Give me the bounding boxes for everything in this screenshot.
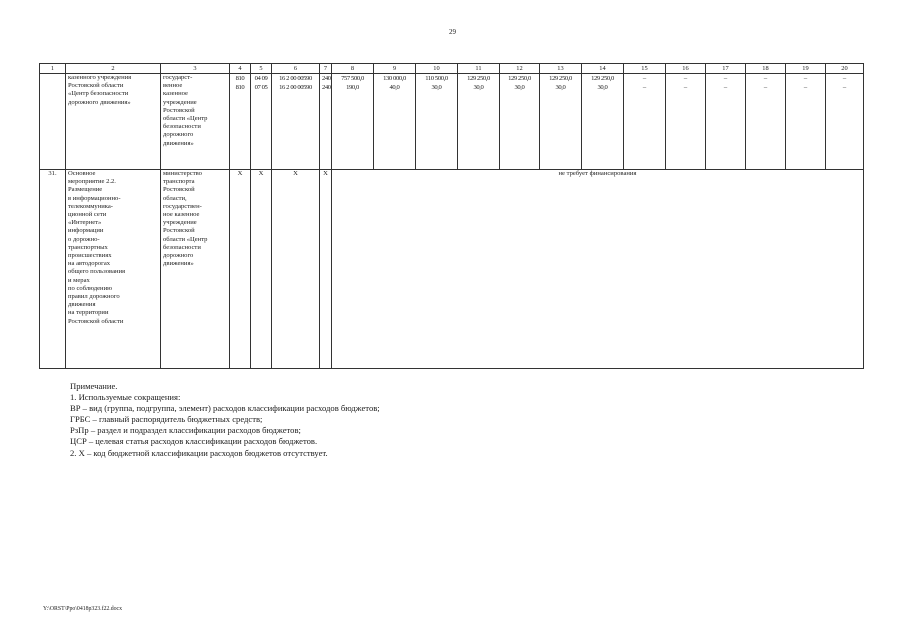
csr-value: 16 2 00 00590 — [279, 75, 312, 82]
vr-cell: Х — [320, 170, 332, 369]
year-amount-cell — [666, 74, 706, 170]
table-row — [40, 74, 864, 170]
header-cell: 3 — [161, 64, 230, 74]
note-line: ГРБС – главный распорядитель бюджетных средств; — [70, 414, 263, 425]
amount-value: 30,0 — [597, 84, 608, 91]
header-cell: 20 — [826, 64, 864, 74]
header-cell: 16 — [666, 64, 706, 74]
amount-value: 30,0 — [555, 84, 566, 91]
amount-value: 190,0 — [346, 84, 359, 91]
row-name-cell: казенного учреждения Ростовской области «Центр безопасности дорожного движения» — [66, 74, 161, 170]
year-amount-cell — [624, 74, 666, 170]
header-cell: 4 — [230, 64, 251, 74]
vr-cell — [320, 74, 332, 170]
dash-value: – — [642, 84, 647, 91]
note-line: 1. Используемые сокращения: — [70, 392, 181, 403]
funding-note-cell: не требует финансирования — [332, 170, 864, 369]
vr-value: 240 — [322, 75, 331, 82]
note-line: ВР – вид (группа, подгруппа, элемент) расходов классификации расходов бюджетов; — [70, 403, 380, 414]
dash-value: – — [683, 75, 688, 82]
year-amount-cell — [500, 74, 540, 170]
row-executor-cell: министерство транспорта Ростовской области, государствен- ное казенное учреждение Ростовской области «Центр безопасности дорожного движения» — [161, 170, 230, 369]
csr-cell: Х — [272, 170, 320, 369]
header-cell: 13 — [540, 64, 582, 74]
dash-value: – — [842, 75, 847, 82]
amount-value: 130 000,0 — [383, 75, 406, 82]
dash-value: – — [723, 84, 728, 91]
amount-value: 129 250,0 — [549, 75, 572, 82]
vr-value: 240 — [322, 84, 331, 91]
year-amount-cell — [786, 74, 826, 170]
budget-table — [39, 63, 864, 369]
dash-value: – — [842, 84, 847, 91]
header-cell: 5 — [251, 64, 272, 74]
header-row — [40, 64, 864, 74]
header-cell: 10 — [416, 64, 458, 74]
rzpr-cell — [251, 74, 272, 170]
year-amount-cell — [582, 74, 624, 170]
header-cell: 18 — [746, 64, 786, 74]
csr-cell — [272, 74, 320, 170]
amount-value: 129 250,0 — [591, 75, 614, 82]
rzpr-value: 04 09 — [254, 75, 268, 82]
dash-value: – — [803, 75, 808, 82]
row-number-cell — [40, 74, 66, 170]
amount-value: 129 250,0 — [508, 75, 531, 82]
year-amount-cell — [746, 74, 786, 170]
note-line: ЦСР – целевая статья расходов классификации расходов бюджетов. — [70, 436, 318, 447]
dash-value: – — [683, 84, 688, 91]
year-amount-cell — [374, 74, 416, 170]
grbs-cell — [230, 74, 251, 170]
header-cell: 17 — [706, 64, 746, 74]
header-cell: 14 — [582, 64, 624, 74]
csr-value: 16 2 00 00590 — [279, 84, 312, 91]
header-cell: 7 — [320, 64, 332, 74]
header-cell: 19 — [786, 64, 826, 74]
dash-value: – — [763, 75, 768, 82]
row-executor-cell: государст- венное казенное учреждение Ростовской области «Центр безопасности дорожного движения» — [161, 74, 230, 170]
amount-value: 40,0 — [389, 84, 400, 91]
header-cell: 1 — [40, 64, 66, 74]
note-line: РзПр – раздел и подраздел классификации расходов бюджетов; — [70, 425, 301, 436]
year-amount-cell — [416, 74, 458, 170]
dash-value: – — [803, 84, 808, 91]
header-cell: 6 — [272, 64, 320, 74]
amount-value: 129 250,0 — [467, 75, 490, 82]
notes-section — [70, 381, 380, 459]
grbs-cell: Х — [230, 170, 251, 369]
year-amount-cell — [826, 74, 864, 170]
amount-value: 110 500,0 — [425, 75, 448, 82]
year-amount-cell — [458, 74, 500, 170]
amount-value: 757 500,0 — [341, 75, 364, 82]
table-row — [40, 170, 864, 369]
header-cell: 12 — [500, 64, 540, 74]
dash-value: – — [642, 75, 647, 82]
header-cell: 11 — [458, 64, 500, 74]
grbs-value: 810 — [235, 84, 245, 91]
row-name-cell: Основное мероприятие 2.2. Размещение в информационно- телекоммуника- ционной сети «Интернет» информации о дорожно- транспортных происшествиях на автодорогах общего пользования и мерах по соблюдению правил дорожного движения на территории Ростовской области — [66, 170, 161, 369]
rzpr-cell: Х — [251, 170, 272, 369]
file-path-footer: Y:\ORST\Ppo\0418p323.f22.docx — [43, 606, 123, 612]
dash-value: – — [763, 84, 768, 91]
note-line: 2. Х – код бюджетной классификации расходов бюджетов отсутствует. — [70, 447, 328, 458]
dash-value: – — [723, 75, 728, 82]
year-amount-cell — [706, 74, 746, 170]
header-cell: 9 — [374, 64, 416, 74]
note-heading: Примечание. — [70, 381, 118, 391]
header-cell: 8 — [332, 64, 374, 74]
amount-value: 30,0 — [473, 84, 484, 91]
row-number-cell: 31. — [40, 170, 66, 369]
page-number: 29 — [449, 28, 456, 36]
header-cell: 15 — [624, 64, 666, 74]
grbs-value: 810 — [235, 75, 245, 82]
total-cell — [332, 74, 374, 170]
year-amount-cell — [540, 74, 582, 170]
amount-value: 30,0 — [514, 84, 525, 91]
amount-value: 30,0 — [431, 84, 442, 91]
rzpr-value: 07 05 — [254, 84, 268, 91]
header-cell: 2 — [66, 64, 161, 74]
